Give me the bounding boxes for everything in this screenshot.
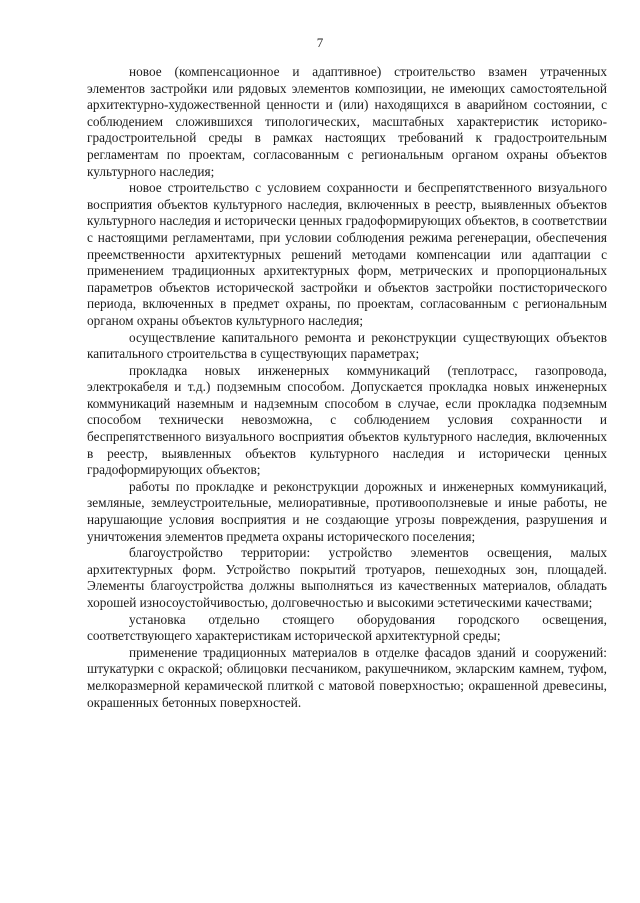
paragraph-landscaping: благоустройство территории: устройство элементов освещения, малых архитектурных форм. Устройство покрытий тротуаров, пешеходных зон, площадей. Элементы благоустройства должны выполняться из качественных материалов, обладать хорошей износоустойчивостью, долговечностью и высокими эстетическими качествами; [87, 545, 607, 610]
document-body [87, 64, 607, 711]
paragraph-lighting-equipment: установка отдельно стоящего оборудования городского освещения, соответствующего характеристикам исторической архитектурной среды; [87, 611, 607, 644]
paragraph-new-construction: новое строительство с условием сохранности и беспрепятственного визуального восприятия объектов культурного наследия, включенных в реестр, выявленных объектов культурного наследия и исторически ценных градоформирующих объектов, в соответствии с настоящими регламентами, при условии соблюдения режима регенерации, обеспечения преемственности архитектурных решений методами компенсации или адаптации с применением традиционных архитектурных форм, метрических и пропорциональных параметров объектов исторической застройки и объектов застройки постисторического периода, включенных в предмет охраны, по проектам, согласованным с региональным органом охраны объектов культурного наследия; [87, 180, 607, 328]
paragraph-compensatory-construction: новое (компенсационное и адаптивное) строительство взамен утраченных элементов застройки или рядовых элементов композиции, не имеющих самостоятельной архитектурно-художественной ценности и (или) находящихся в аварийном состоянии, с соблюдением сложившихся типологических, масштабных характеристик историко-градостроительной среды в рамках настоящих требований к градостроительным регламентам по проектам, согласованным с региональным органом охраны объектов культурного наследия; [87, 64, 607, 179]
paragraph-traditional-materials: применение традиционных материалов в отделке фасадов зданий и сооружений: штукатурки с окраской; облицовки песчаником, ракушечником, экларским камнем, туфом, мелкоразмерной керамической плиткой с матовой поверхностью; окрашенной древесины, окрашенных бетонных поверхностей. [87, 644, 607, 710]
paragraph-road-works: работы по прокладке и реконструкции дорожных и инженерных коммуникаций, земляные, землеустроительные, мелиоративные, противооползневые и иные работы, не нарушающие условия восприятия и не создающие угрозы повреждения, разрушения и уничтожения элементов предмета охраны исторического поселения; [87, 478, 607, 544]
paragraph-capital-repair: осуществление капитального ремонта и реконструкции существующих объектов капитального строительства в существующих параметрах; [87, 329, 607, 362]
paragraph-utility-laying: прокладка новых инженерных коммуникаций (теплотрасс, газопровода, электрокабеля и т.д.) подземным способом. Допускается прокладка новых инженерных коммуникаций наземным и надземным способом в случае, если прокладка подземным способом технически невозможна, с соблюдением условия сохранности и беспрепятственного визуального восприятия объектов культурного наследия, включенных в реестр, выявленных объектов культурного наследия и исторически ценных градоформирующих объектов; [87, 362, 607, 478]
page-number: 7 [316, 35, 324, 50]
